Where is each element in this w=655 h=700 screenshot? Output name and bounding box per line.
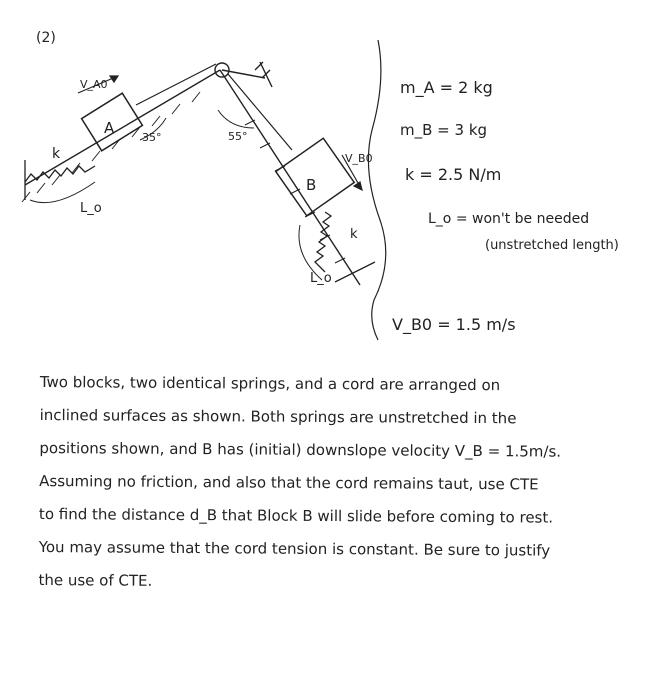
- given-spring-k: k = 2.5 N/m: [405, 165, 502, 184]
- angle-a-label: 35°: [142, 131, 162, 144]
- problem-number: (2): [36, 30, 56, 46]
- given-velocity-b0: V_B0 = 1.5 m/s: [392, 315, 516, 334]
- given-mass-b: m_B = 3 kg: [400, 121, 488, 139]
- problem-line-6: You may assume that the cord tension is constant. Be sure to justify: [38, 537, 551, 560]
- spring-b-label: k: [350, 227, 358, 242]
- velocity-b-label: V_B0: [345, 152, 373, 165]
- separator-line: [368, 40, 385, 340]
- length-b-label: L_o: [310, 271, 332, 286]
- problem-line-5: to find the distance d_B that Block B will slide before coming to rest.: [38, 504, 554, 527]
- block-b-label: B: [306, 176, 317, 194]
- block-a-label: A: [104, 119, 115, 137]
- length-a-dimension: [30, 182, 95, 203]
- problem-line-1: Two blocks, two identical springs, and a cord are arranged on: [39, 372, 501, 395]
- length-a-label: L_o: [80, 201, 102, 216]
- problem-line-7: the use of CTE.: [38, 570, 153, 590]
- incline-b: [220, 70, 360, 285]
- problem-line-3: positions shown, and B has (initial) downslope velocity V_B = 1.5m/s.: [39, 438, 562, 461]
- problem-line-4: Assuming no friction, and also that the cord remains taut, use CTE: [39, 471, 539, 494]
- spring-a: [25, 160, 95, 200]
- block-b: [276, 138, 354, 216]
- velocity-a-label: V_A0: [80, 78, 108, 91]
- incline-a: [22, 70, 220, 202]
- given-unstretched-line2: (unstretched length): [485, 238, 619, 253]
- given-mass-a: m_A = 2 kg: [400, 78, 493, 97]
- given-unstretched-line1: L_o = won't be needed: [428, 211, 590, 227]
- problem-statement: [38, 366, 630, 601]
- problem-line-2: inclined surfaces as shown. Both springs are unstretched in the: [39, 405, 517, 428]
- angle-b-label: 55°: [228, 130, 248, 143]
- block-a: [82, 93, 143, 151]
- spring-a-label: k: [52, 146, 61, 162]
